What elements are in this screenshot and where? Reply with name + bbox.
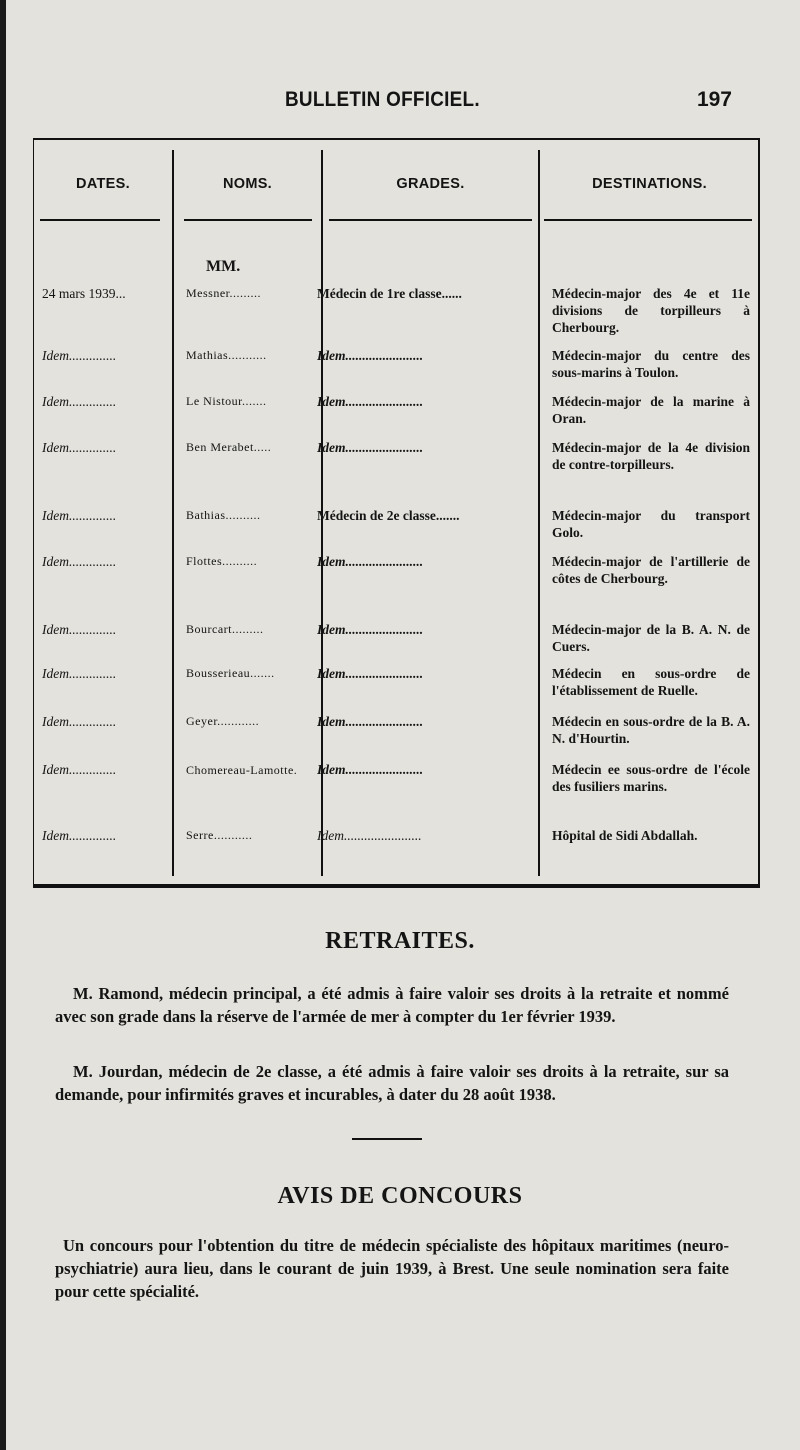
section-divider bbox=[352, 1138, 422, 1140]
concours-title: AVIS DE CONCOURS bbox=[277, 1183, 523, 1209]
row-destination: Médecin-major du centre des sous-marins à Toulon. bbox=[552, 348, 750, 380]
row-name: Geyer............ bbox=[186, 714, 260, 728]
header-rule bbox=[544, 219, 752, 221]
page-edge bbox=[0, 0, 6, 1450]
row-grade: Idem....................... bbox=[317, 622, 424, 637]
column-divider bbox=[538, 150, 540, 876]
row-destination: Médecin-major des 4e et 11e divisions de torpilleurs à Cherbourg. bbox=[552, 286, 750, 335]
page-number: 197 bbox=[696, 88, 732, 111]
row-destination: Médecin ee sous-ordre de l'école des fusiliers marins. bbox=[552, 762, 750, 794]
row-date: Idem.............. bbox=[42, 348, 117, 363]
row-date: Idem.............. bbox=[42, 554, 117, 569]
retraites-paragraph: M. Jourdan, médecin de 2e classe, a été admis à faire valoir ses droits à la retraite, sur sa demande, pour infirmités graves et incurables, à dater du 28 août 1938. bbox=[55, 1062, 729, 1104]
row-date: Idem.............. bbox=[42, 762, 117, 777]
column-divider bbox=[172, 150, 174, 876]
row-name: Messner......... bbox=[186, 286, 261, 300]
row-name: Ben Merabet..... bbox=[186, 440, 272, 454]
row-date: Idem.............. bbox=[42, 508, 117, 523]
row-grade: Idem....................... bbox=[317, 828, 422, 843]
column-header-noms: NOMS. bbox=[222, 176, 273, 192]
row-name: Flottes.......... bbox=[186, 554, 258, 568]
row-date: Idem.............. bbox=[42, 440, 117, 455]
row-date: Idem.............. bbox=[42, 666, 117, 681]
row-destination: Médecin-major de la marine à Oran. bbox=[552, 394, 750, 426]
row-destination: Médecin-major de la B. A. N. de Cuers. bbox=[552, 622, 750, 654]
row-date: Idem.............. bbox=[42, 622, 117, 637]
row-name: Serre........... bbox=[186, 828, 253, 842]
row-grade: Idem....................... bbox=[317, 714, 424, 729]
bulletin-title: BULLETIN OFFICIEL. bbox=[285, 88, 480, 111]
row-destination: Hôpital de Sidi Abdallah. bbox=[552, 828, 698, 843]
row-name: Bourcart......... bbox=[186, 622, 264, 636]
row-grade: Idem....................... bbox=[317, 666, 424, 681]
row-destination: Médecin en sous-ordre de la B. A. N. d'Hourtin. bbox=[552, 714, 750, 746]
row-grade: Idem....................... bbox=[317, 394, 424, 409]
retraites-title: RETRAITES. bbox=[325, 928, 475, 954]
row-name: Bathias.......... bbox=[186, 508, 261, 522]
row-name: Mathias........... bbox=[186, 348, 267, 362]
retraites-paragraph: M. Ramond, médecin principal, a été admis à faire valoir ses droits à la retraite et nommé avec son grade dans la réserve de l'armée de mer à compter du 1er février 1939. bbox=[55, 984, 729, 1026]
row-grade: Idem....................... bbox=[317, 554, 424, 569]
row-grade: Idem....................... bbox=[317, 440, 424, 455]
row-destination: Médecin-major du transport Golo. bbox=[552, 508, 750, 540]
row-destination: Médecin-major de l'artillerie de côtes de Cherbourg. bbox=[552, 554, 750, 586]
row-grade: Médecin de 2e classe....... bbox=[317, 508, 460, 523]
column-header-destinations: DESTINATIONS. bbox=[592, 176, 707, 192]
row-grade: Idem....................... bbox=[317, 348, 424, 363]
row-grade: Médecin de 1re classe...... bbox=[317, 286, 462, 301]
header-rule bbox=[329, 219, 532, 221]
row-date: Idem.............. bbox=[42, 394, 117, 409]
row-grade: Idem....................... bbox=[317, 762, 424, 777]
header-rule bbox=[184, 219, 312, 221]
page-header bbox=[40, 88, 732, 122]
column-header-dates: DATES. bbox=[76, 176, 130, 192]
names-prefix: MM. bbox=[206, 258, 241, 275]
row-date: Idem.............. bbox=[42, 828, 117, 843]
row-name: Le Nistour....... bbox=[186, 394, 267, 408]
row-date: 24 mars 1939... bbox=[42, 286, 126, 301]
column-header-grades: GRADES. bbox=[396, 176, 465, 192]
header-rule bbox=[40, 219, 160, 221]
appointments-table bbox=[33, 138, 760, 888]
row-destination: Médecin en sous-ordre de l'établissement de Ruelle. bbox=[552, 666, 750, 698]
row-name: Bousserieau....... bbox=[186, 666, 275, 680]
row-name: Chomereau-Lamotte. bbox=[186, 763, 298, 777]
row-destination: Médecin-major de la 4e division de contre-torpilleurs. bbox=[552, 440, 750, 472]
concours-paragraph: Un concours pour l'obtention du titre de médecin spécialiste des hôpitaux maritimes (neuro-psychiatrie) aura lieu, dans le courant de juin 1939, à Brest. Une seule nomination sera faite pour cette spécialité. bbox=[55, 1236, 729, 1301]
row-date: Idem.............. bbox=[42, 714, 117, 729]
